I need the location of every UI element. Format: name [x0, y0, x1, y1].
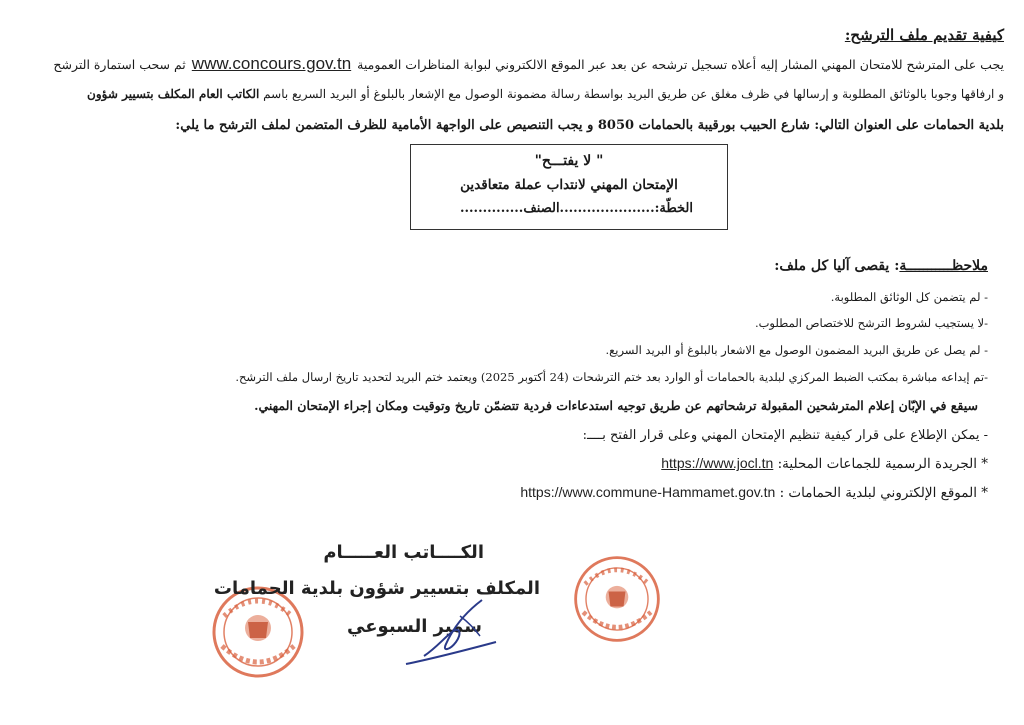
- signatory-name: سمير السبوعي: [347, 616, 482, 637]
- consult-notice: - يمكن الإطلاع على قرار كيفية تنظيم الإمتحان المهني وعلى قرار الفتح بــــ:: [582, 428, 988, 443]
- envelope-instructions-box: [410, 144, 728, 230]
- section-heading: كيفية تقديم ملف الترشح:: [844, 26, 1004, 44]
- source-commune: [520, 484, 988, 501]
- signatory-title: الكــــاتب العـــــام: [323, 542, 484, 563]
- intro-line-1: [53, 54, 1004, 74]
- intro-line-2-text: و ارفاقها وجوبا بالوثائق المطلوبة و إرسالها في ظرف مغلق عن طريق البريد بواسطة رسالة مضمونة الوصول مع الإشعار بالبلوغ أو البريد السريع باسم: [263, 87, 1004, 101]
- handwritten-signature-icon: [396, 592, 500, 670]
- intro-line-2: [87, 87, 1004, 101]
- source-jocl: [661, 455, 988, 472]
- source-commune-label: * الموقع الإلكتروني لبلدية الحمامات :: [779, 485, 988, 501]
- commune-link[interactable]: https://www.commune-Hammamet.gov.tn: [520, 484, 776, 500]
- note-item-4: -تم إيداعه مباشرة بمكتب الضبط المركزي لبلدية بالحمامات أو الوارد بعد ختم الترشحات (24 أكتوبر 2025) ويعتمد ختم البريد لتحديد تاريخ ارسال ملف الترشح.: [235, 370, 988, 384]
- note-label: ملاحظـــــــــــة: [899, 258, 988, 274]
- concours-url-link[interactable]: www.concours.gov.tn: [191, 54, 352, 73]
- signatory-role: المكلف بتسيير شؤون بلدية الحمامات: [213, 578, 540, 599]
- convocation-notice: سيقع في الإبّان إعلام المترشحين المقبولة ترشحاتهم عن طريق توجيه استدعاءات فردية تتضمّن تاريخ وتوقيت ومكان إجراء الإمتحان المهني.: [254, 398, 978, 413]
- note-item-3: - لم يصل عن طريق البريد المضمون الوصول مع الاشعار بالبلوغ أو البريد السريع.: [605, 343, 988, 357]
- note-item-1: - لم يتضمن كل الوثائق المطلوبة.: [830, 290, 988, 304]
- note-text: : يقصى آليا كل ملف:: [774, 258, 900, 274]
- note-heading: [774, 258, 988, 274]
- envelope-do-not-open: " لا يفتـــح": [534, 153, 604, 169]
- intro-line-3: بلدية الحمامات على العنوان التالي: شارع الحبيب بورقيبة بالحمامات 8050 و يجب التنصيص على الواجهة الأمامية للظرف المتضمن لملف الترشح ما يلي:: [175, 118, 1004, 133]
- intro-line-1-start: يجب على المترشح للامتحان المهني المشار إليه أعلاه تسجيل ترشحه عن بعد عبر الموقع الالكتروني لبوابة المناظرات العمومية: [357, 57, 1004, 72]
- envelope-plan-grade: الخطّة:.....................الصنف..............: [459, 201, 693, 216]
- source-jocl-label: * الجريدة الرسمية للجماعات المحلية:: [777, 456, 988, 472]
- intro-line-1-end: ثم سحب استمارة الترشح: [53, 57, 186, 72]
- note-item-2: -لا يستجيب لشروط الترشح للاختصاص المطلوب.: [754, 316, 988, 330]
- stamp-right: [570, 552, 664, 646]
- jocl-link[interactable]: https://www.jocl.tn: [661, 455, 774, 471]
- official-seal-icon: [570, 552, 664, 646]
- intro-line-2-bold: الكاتب العام المكلف بتسيير شؤون: [87, 87, 260, 101]
- envelope-exam-title: الإمتحان المهني لانتداب عملة متعاقدين: [460, 177, 678, 193]
